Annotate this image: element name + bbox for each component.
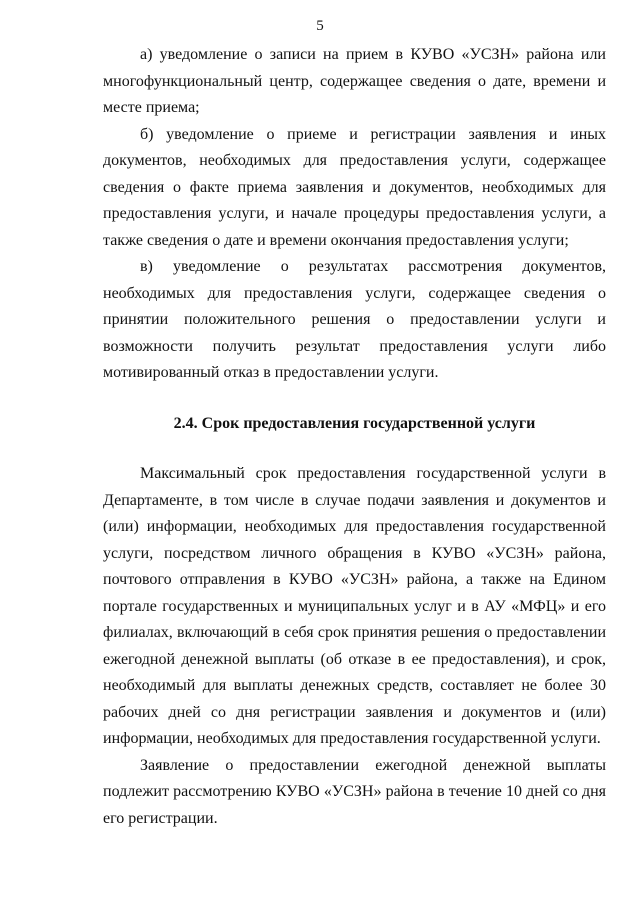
paragraph-item-c: в) уведомление о результатах рассмотрения документов, необходимых для предоставления услуги, содержащее сведения о принятии положительного решения о предоставлении услуги и возможности получить результат предоставления услуги либо мотивированный отказ в предоставлении услуги.	[103, 258, 606, 381]
paragraph-item-b: б) уведомление о приеме и регистрации заявления и иных документов, необходимых для предоставления услуги, содержащее сведения о факте приема заявления и документов, необходимых для предоставления услуги, и начале процедуры предоставления услуги, а также сведения о дате и времени окончания предоставления услуги;	[103, 125, 606, 249]
page-number: 5	[316, 18, 324, 34]
document-body	[103, 42, 606, 832]
paragraph-review-term: Заявление о предоставлении ежегодной денежной выплаты подлежит рассмотрению КУВО «УСЗН» района в течение 10 дней со дня его регистрации.	[103, 756, 606, 827]
section-heading: 2.4. Срок предоставления государственной услуги	[173, 414, 536, 432]
paragraph-item-a: а) уведомление о записи на прием в КУВО «УСЗН» района или многофункциональный центр, содержащее сведения о дате, времени и месте приема;	[103, 46, 606, 116]
paragraph-max-term: Максимальный срок предоставления государственной услуги в Департаменте, в том числе в случае подачи заявления и документов и (или) информации, необходимых для предоставления государственной услуги, посредством личного обращения в КУВО «УСЗН» района, почтового отправления в КУВО «УСЗН» района, а также на Едином портале государственных и муниципальных услуг и в АУ «МФЦ» и его филиалах, включающий в себя срок принятия решения о предоставлении ежегодной денежной выплаты (об отказе в ее предоставления), и срок, необходимый для выплаты денежных средств, составляет не более 30 рабочих дней со дня регистрации заявления и документов и (или) информации, необходимых для предоставления государственной услуги.	[103, 465, 606, 747]
